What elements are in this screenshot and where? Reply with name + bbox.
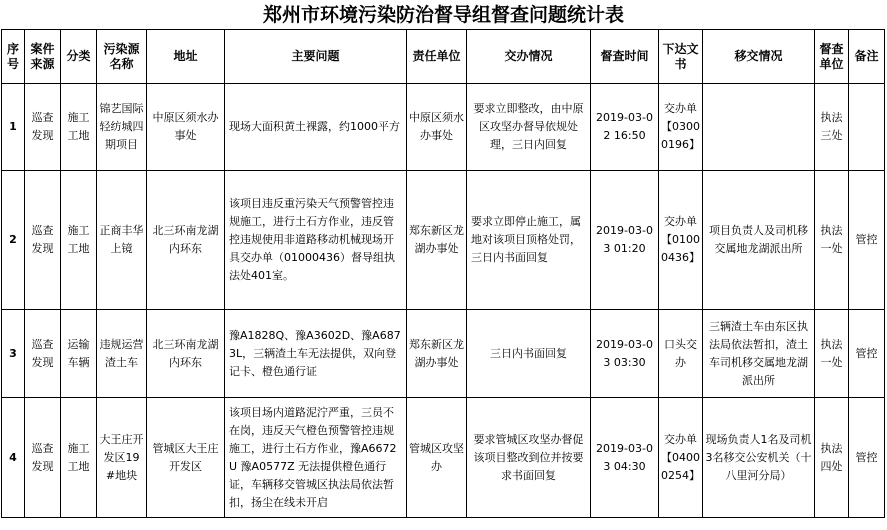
cell-unit: 中原区须水办事处 bbox=[407, 84, 467, 171]
cell-seq: 4 bbox=[2, 398, 25, 518]
cell-inspector: 执法四处 bbox=[815, 398, 849, 518]
cell-address: 北三环南龙湖内环东 bbox=[147, 171, 225, 310]
header-category: 分类 bbox=[61, 30, 97, 84]
cell-remark bbox=[849, 84, 885, 171]
cell-handover: 要求立即停止施工，属地对该项目顶格处罚，三日内书面回复 bbox=[467, 171, 591, 310]
cell-name: 正商丰华上镜 bbox=[97, 171, 147, 310]
header-source: 案件来源 bbox=[25, 30, 61, 84]
cell-name: 违规运营渣土车 bbox=[97, 310, 147, 398]
table-header-row bbox=[2, 30, 885, 84]
header-name: 污染源名称 bbox=[97, 30, 147, 84]
cell-doc: 交办单【03000196】 bbox=[659, 84, 703, 171]
cell-unit: 郑东新区龙湖办事处 bbox=[407, 171, 467, 310]
cell-address: 北三环南龙湖内环东 bbox=[147, 310, 225, 398]
header-problem: 主要问题 bbox=[225, 30, 407, 84]
table-row bbox=[2, 171, 885, 310]
cell-unit: 郑东新区龙湖办事处 bbox=[407, 310, 467, 398]
table-row bbox=[2, 84, 885, 171]
header-time: 督查时间 bbox=[591, 30, 659, 84]
cell-source: 巡查发现 bbox=[25, 171, 61, 310]
cell-inspector: 执法一处 bbox=[815, 310, 849, 398]
cell-time: 2019-03-02 16:50 bbox=[591, 84, 659, 171]
header-address: 地址 bbox=[147, 30, 225, 84]
header-handover: 交办情况 bbox=[467, 30, 591, 84]
cell-category: 施工工地 bbox=[61, 84, 97, 171]
table-row bbox=[2, 398, 885, 518]
header-inspector: 督查单位 bbox=[815, 30, 849, 84]
header-doc: 下达文书 bbox=[659, 30, 703, 84]
cell-doc: 交办单【04000254】 bbox=[659, 398, 703, 518]
cell-address: 管城区大王庄开发区 bbox=[147, 398, 225, 518]
cell-seq: 3 bbox=[2, 310, 25, 398]
problem-table bbox=[1, 29, 885, 518]
cell-problem: 该项目违反重污染天气预警管控违规施工，进行土石方作业，违反管控违规使用非道路移动机械现场开具交办单（01000436）督导组执法处401室。 bbox=[225, 171, 407, 310]
cell-category: 施工工地 bbox=[61, 171, 97, 310]
cell-source: 巡查发现 bbox=[25, 398, 61, 518]
cell-time: 2019-03-03 01:20 bbox=[591, 171, 659, 310]
cell-inspector: 执法三处 bbox=[815, 84, 849, 171]
cell-time: 2019-03-03 03:30 bbox=[591, 310, 659, 398]
cell-doc: 口头交办 bbox=[659, 310, 703, 398]
cell-seq: 2 bbox=[2, 171, 25, 310]
cell-handover: 要求立即整改，由中原区攻坚办督导依规处理，三日内回复 bbox=[467, 84, 591, 171]
cell-handover: 三日内书面回复 bbox=[467, 310, 591, 398]
cell-address: 中原区须水办事处 bbox=[147, 84, 225, 171]
cell-source: 巡查发现 bbox=[25, 310, 61, 398]
table-row bbox=[2, 310, 885, 398]
cell-remark: 管控 bbox=[849, 398, 885, 518]
cell-doc: 交办单【01000436】 bbox=[659, 171, 703, 310]
cell-problem: 豫A1828Q、豫A3602D、豫A6873L，三辆渣土车无法提供，双向登记卡、橙色通行证 bbox=[225, 310, 407, 398]
cell-problem: 该项目场内道路泥泞严重，三员不在岗，违反天气橙色预警管控违规施工，进行土石方作业，豫A6672U 豫A0577Z 无法提供橙色通行证，车辆移交管城区执法局依法暂扣，扬尘在线未开启 bbox=[225, 398, 407, 518]
header-unit: 责任单位 bbox=[407, 30, 467, 84]
cell-transfer: 现场负责人1名及司机3名移交公安机关（十八里河分局） bbox=[703, 398, 815, 518]
cell-time: 2019-03-03 04:30 bbox=[591, 398, 659, 518]
cell-name: 大王庄开发区19#地块 bbox=[97, 398, 147, 518]
cell-remark: 管控 bbox=[849, 310, 885, 398]
header-transfer: 移交情况 bbox=[703, 30, 815, 84]
cell-transfer: 项目负责人及司机移交属地龙湖派出所 bbox=[703, 171, 815, 310]
page-title: 郑州市环境污染防治督导组督查问题统计表 bbox=[262, 4, 624, 26]
cell-inspector: 执法一处 bbox=[815, 171, 849, 310]
cell-seq: 1 bbox=[2, 84, 25, 171]
cell-problem: 现场大面积黄土裸露，约1000平方 bbox=[225, 84, 407, 171]
cell-name: 锦艺国际轻纺城四期项目 bbox=[97, 84, 147, 171]
cell-handover: 要求管城区攻坚办督促该项目整改到位并按要求书面回复 bbox=[467, 398, 591, 518]
cell-unit: 管城区攻坚办 bbox=[407, 398, 467, 518]
cell-source: 巡查发现 bbox=[25, 84, 61, 171]
cell-transfer bbox=[703, 84, 815, 171]
header-seq: 序号 bbox=[2, 30, 25, 84]
cell-category: 运输车辆 bbox=[61, 310, 97, 398]
cell-category: 施工工地 bbox=[61, 398, 97, 518]
cell-transfer: 三辆渣土车由东区执法局依法暂扣，渣土车司机移交属地龙湖派出所 bbox=[703, 310, 815, 398]
header-remark: 备注 bbox=[849, 30, 885, 84]
cell-remark: 管控 bbox=[849, 171, 885, 310]
